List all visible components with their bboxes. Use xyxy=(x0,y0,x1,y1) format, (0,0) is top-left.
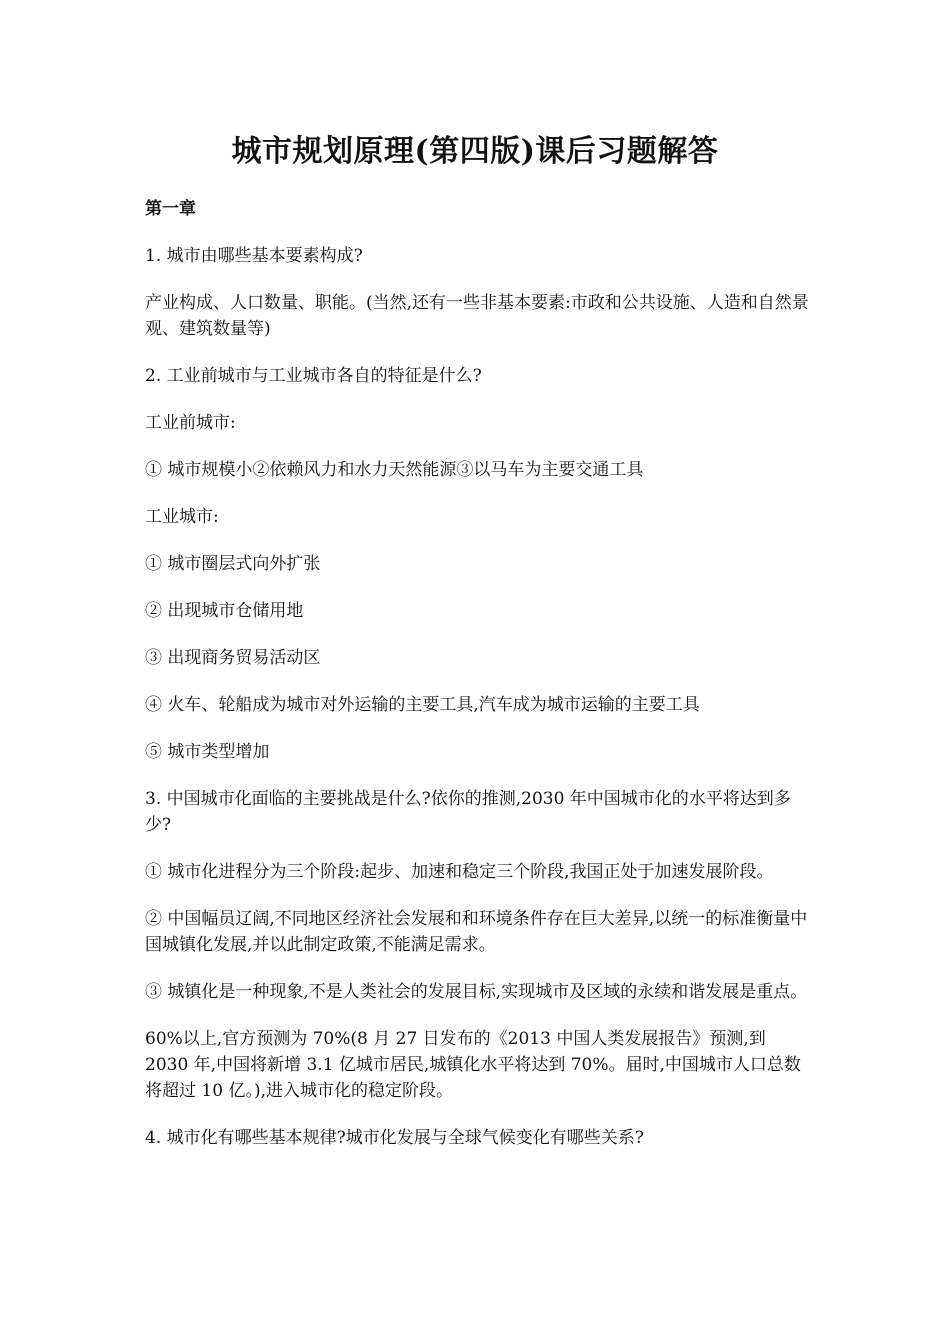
answer-2-item-1: ① 城市圈层式向外扩张 xyxy=(145,554,321,574)
answer-2-item-3: ③ 出现商务贸易活动区 xyxy=(145,648,321,668)
question-3: 3. 中国城市化面临的主要挑战是什么?依你的推测,2030 年中国城市化的水平将达到多少? xyxy=(145,789,791,835)
answer-3-forecast: 60%以上,官方预测为 70%(8 月 27 日发布的《2013 中国人类发展报告》预测,到 2030 年,中国将新增 3.1 亿城市居民,城镇化水平将达到 70%。届时,中国城市人口总数将超过 10 亿。),进入城市化的稳定阶段。 xyxy=(145,1029,801,1101)
document-body xyxy=(145,196,810,1172)
chapter-heading: 第一章 xyxy=(145,199,196,219)
answer-2-industrial-label: 工业城市: xyxy=(145,507,219,527)
answer-3-item-3: ③ 城镇化是一种现象,不是人类社会的发展目标,实现城市及区域的永续和谐发展是重点。 xyxy=(145,982,808,1002)
answer-3-item-2: ② 中国幅员辽阔,不同地区经济社会发展和和环境条件存在巨大差异,以统一的标准衡量中国城镇化发展,并以此制定政策,不能满足需求。 xyxy=(145,909,808,955)
question-4: 4. 城市化有哪些基本规律?城市化发展与全球气候变化有哪些关系? xyxy=(145,1128,644,1148)
answer-1: 产业构成、人口数量、职能。(当然,还有一些非基本要素:市政和公共设施、人造和自然景观、建筑数量等) xyxy=(145,293,809,339)
answer-2-item-4: ④ 火车、轮船成为城市对外运输的主要工具,汽车成为城市运输的主要工具 xyxy=(145,695,700,715)
answer-2-preindustrial-label: 工业前城市: xyxy=(145,413,236,433)
question-2: 2. 工业前城市与工业城市各自的特征是什么? xyxy=(145,366,482,386)
question-1: 1. 城市由哪些基本要素构成? xyxy=(145,246,363,266)
answer-2-preindustrial-items: ① 城市规模小②依赖风力和水力天然能源③以马车为主要交通工具 xyxy=(145,460,644,480)
document-title: 城市规划原理(第四版)课后习题解答 xyxy=(231,134,719,169)
answer-2-item-5: ⑤ 城市类型增加 xyxy=(145,742,270,762)
answer-3-item-1: ① 城市化进程分为三个阶段:起步、加速和稳定三个阶段,我国正处于加速发展阶段。 xyxy=(145,862,774,882)
answer-2-item-2: ② 出现城市仓储用地 xyxy=(145,601,304,621)
